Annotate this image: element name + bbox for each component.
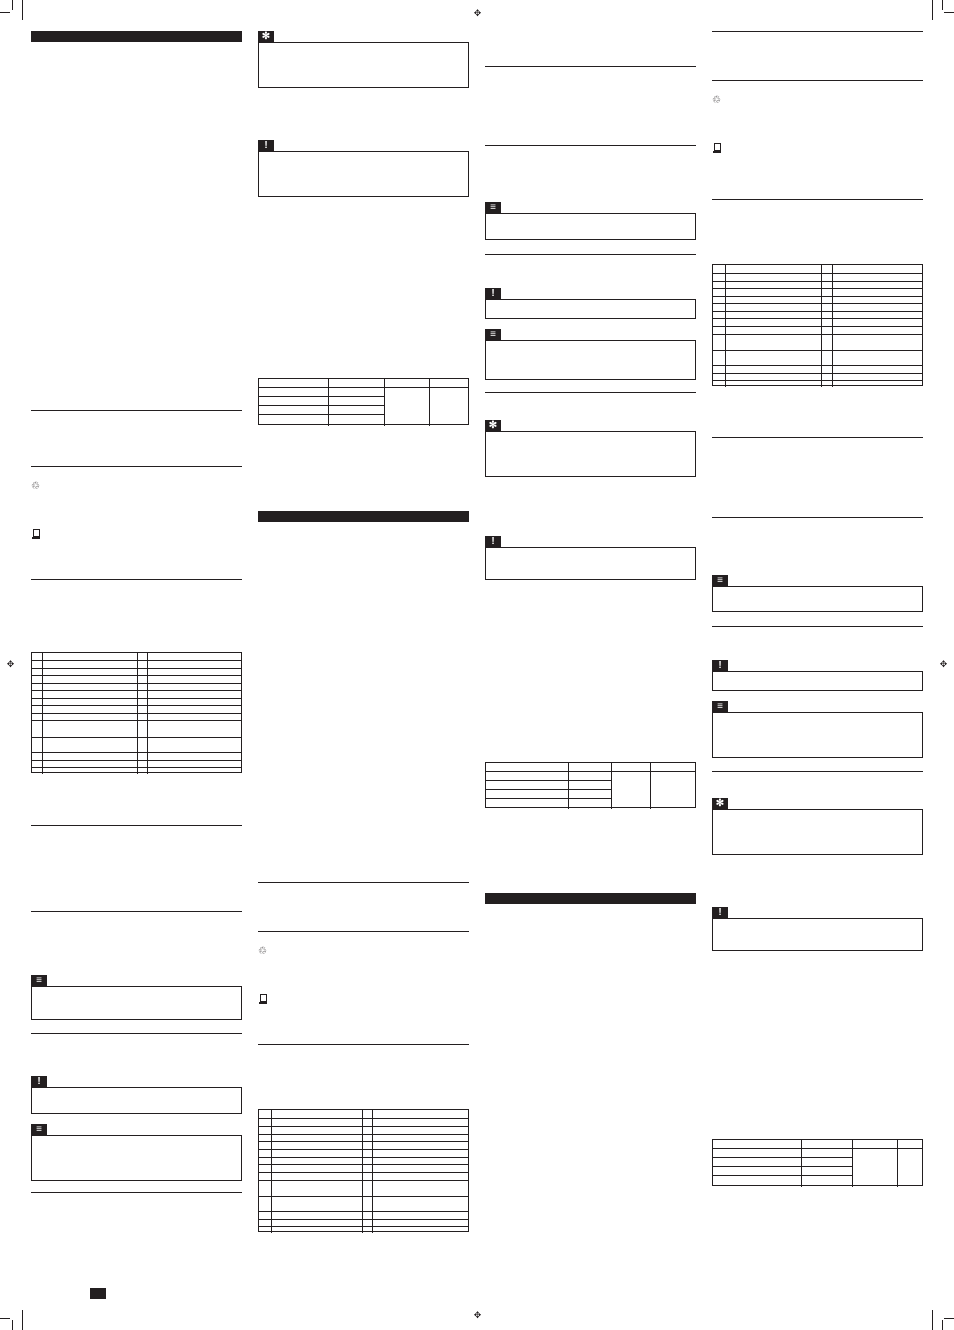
registration-mark-icon: ✥ [473, 8, 482, 18]
note-icon: ≡ [485, 329, 501, 340]
crop-mark [22, 1310, 23, 1330]
section-rule [485, 66, 696, 67]
section-rule [712, 771, 923, 772]
section-rule [258, 931, 469, 932]
section-banner [258, 511, 469, 522]
crop-mark [932, 0, 933, 20]
section-rule [31, 410, 242, 411]
data-table [712, 264, 923, 386]
caution-icon: ! [31, 1076, 47, 1087]
recycle-icon: ♲ [31, 481, 40, 492]
data-table [258, 1109, 469, 1232]
caution-callout [485, 288, 696, 319]
tip-icon: ✻ [712, 798, 728, 809]
column-1 [31, 0, 242, 1330]
section-rule [31, 1192, 242, 1193]
note-callout [31, 975, 242, 1020]
note-icon: ≡ [712, 575, 728, 586]
section-rule [485, 145, 696, 146]
crossed-out-bin-icon [713, 142, 720, 152]
crop-mark [944, 12, 954, 13]
caution-callout [485, 536, 696, 580]
data-table [31, 652, 242, 773]
crop-mark [12, 0, 13, 10]
tip-icon: ✻ [258, 31, 274, 42]
crop-mark [0, 12, 10, 13]
section-rule [31, 466, 242, 467]
caution-callout [258, 140, 469, 197]
caution-icon: ! [712, 660, 728, 671]
section-rule [712, 626, 923, 627]
caution-callout [31, 1076, 242, 1114]
section-rule [31, 1033, 242, 1034]
spec-table [712, 1139, 923, 1186]
caution-callout [712, 660, 923, 691]
note-callout [712, 575, 923, 612]
crossed-out-bin-icon [259, 993, 266, 1003]
section-rule [712, 31, 923, 32]
crop-mark [942, 1320, 943, 1330]
section-rule [258, 1044, 469, 1045]
registration-mark-icon: ✥ [473, 1310, 482, 1320]
crop-mark [0, 1318, 10, 1319]
spec-table [485, 762, 696, 808]
recycle-icon: ♲ [258, 946, 267, 957]
registration-mark-icon: ✥ [939, 659, 948, 669]
note-callout [712, 701, 923, 758]
tip-callout [485, 420, 696, 477]
note-callout [31, 1124, 242, 1181]
spec-table [258, 378, 469, 425]
note-icon: ≡ [31, 975, 47, 986]
section-rule [485, 254, 696, 255]
section-rule [31, 911, 242, 912]
section-rule [31, 825, 242, 826]
section-rule [485, 392, 696, 393]
caution-callout [712, 907, 923, 951]
column-4 [712, 0, 923, 1330]
section-rule [712, 437, 923, 438]
section-rule [258, 882, 469, 883]
section-rule [712, 517, 923, 518]
caution-icon: ! [485, 288, 501, 299]
tip-callout [712, 798, 923, 855]
crop-mark [944, 1318, 954, 1319]
caution-icon: ! [712, 907, 728, 918]
section-rule [31, 579, 242, 580]
note-callout [485, 202, 696, 240]
registration-mark-icon: ✥ [6, 659, 15, 669]
note-icon: ≡ [31, 1124, 47, 1135]
column-2 [258, 0, 469, 1330]
column-3 [485, 0, 696, 1330]
crop-mark [932, 1310, 933, 1330]
tip-callout [258, 31, 469, 88]
page-number-box [90, 1288, 106, 1299]
crop-mark [12, 1320, 13, 1330]
note-icon: ≡ [485, 202, 501, 213]
crop-mark [942, 0, 943, 10]
caution-icon: ! [485, 536, 501, 547]
note-icon: ≡ [712, 701, 728, 712]
tip-icon: ✻ [485, 420, 501, 431]
section-banner [485, 893, 696, 904]
crossed-out-bin-icon [32, 528, 39, 538]
recycle-icon: ♲ [712, 95, 721, 106]
section-banner [31, 31, 242, 42]
section-rule [712, 80, 923, 81]
caution-icon: ! [258, 140, 274, 151]
crop-mark [22, 0, 23, 20]
section-rule [712, 199, 923, 200]
note-callout [485, 329, 696, 380]
